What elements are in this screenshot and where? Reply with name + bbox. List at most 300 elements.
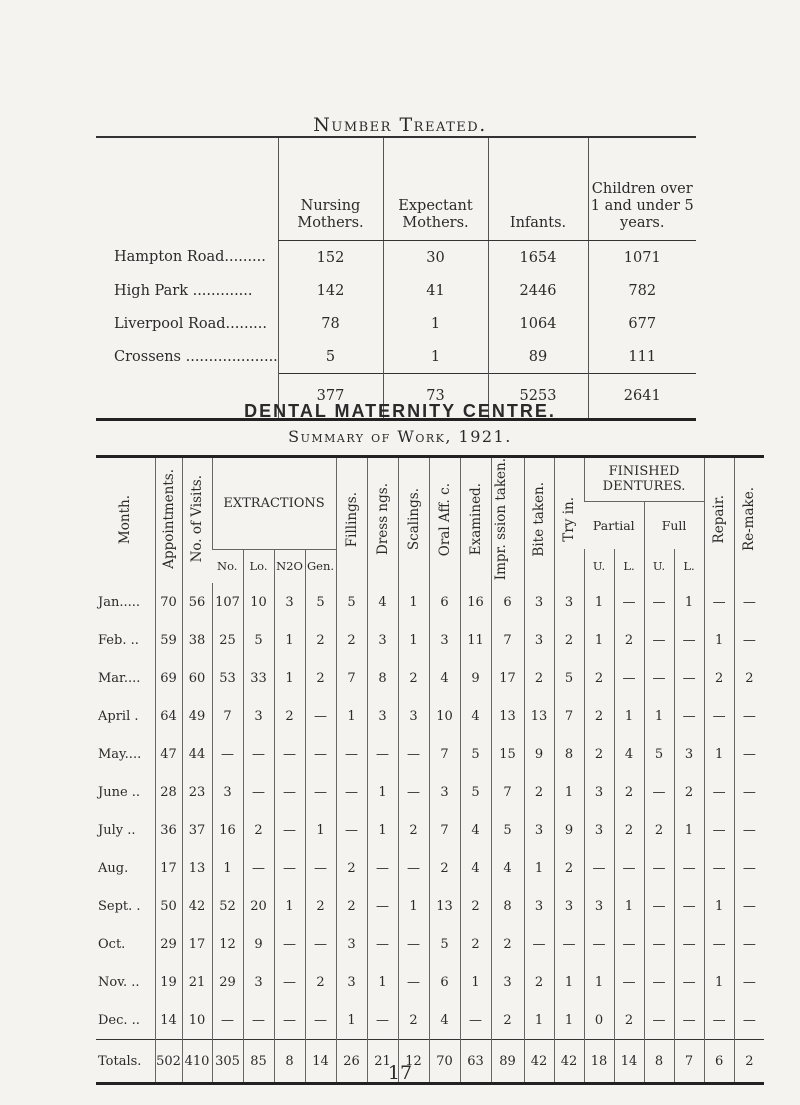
cell: 2 xyxy=(554,849,584,887)
cell: 3 xyxy=(524,887,554,925)
cell: 2 xyxy=(491,1001,524,1040)
ext-no-header: No. xyxy=(212,549,243,583)
cell: — xyxy=(460,1001,491,1040)
cell: — xyxy=(274,1001,305,1040)
cell: — xyxy=(674,697,704,735)
cell: 25 xyxy=(212,621,243,659)
cell: 38 xyxy=(182,621,212,659)
month-cell: Dec. .. xyxy=(98,1012,140,1028)
cell: 2 xyxy=(704,659,734,697)
col-header-expectant: Expectant Mothers. xyxy=(383,137,488,241)
full-lower-header: L. xyxy=(674,549,704,583)
cell: — xyxy=(398,735,429,773)
cell: — xyxy=(305,849,336,887)
cell: — xyxy=(305,735,336,773)
cell: 1 xyxy=(704,621,734,659)
total-cell: 42 xyxy=(524,1040,554,1084)
total-cell: 410 xyxy=(182,1040,212,1084)
total-cell: 14 xyxy=(614,1040,644,1084)
cell: 5 xyxy=(278,340,383,374)
table-row xyxy=(96,583,764,621)
cell: 3 xyxy=(584,811,614,849)
cell: 1 xyxy=(584,583,614,621)
total-cell: 377 xyxy=(278,374,383,420)
total-cell: 14 xyxy=(305,1040,336,1084)
cell: 15 xyxy=(491,735,524,773)
table-row xyxy=(96,274,696,307)
cell: 2 xyxy=(305,621,336,659)
cell: 1 xyxy=(398,887,429,925)
cell: — xyxy=(274,925,305,963)
cell: 6 xyxy=(429,583,460,621)
cell: 111 xyxy=(588,340,696,374)
cell: 0 xyxy=(584,1001,614,1040)
col-header-oral: Oral Aff. c. xyxy=(429,457,460,584)
cell: — xyxy=(274,811,305,849)
cell: — xyxy=(734,925,764,963)
cell: 1 xyxy=(274,887,305,925)
cell: — xyxy=(336,811,367,849)
partial-lower-header: L. xyxy=(614,549,644,583)
cell: 9 xyxy=(554,811,584,849)
cell: 2 xyxy=(614,811,644,849)
total-cell: 8 xyxy=(644,1040,674,1084)
cell: 3 xyxy=(554,887,584,925)
col-header-impression: Impr. ssion taken. xyxy=(491,457,524,584)
cell: 2 xyxy=(305,659,336,697)
cell: 10 xyxy=(243,583,274,621)
full-upper-header: U. xyxy=(644,549,674,583)
cell: 9 xyxy=(524,735,554,773)
cell: 1 xyxy=(704,735,734,773)
month-cell: Mar.... xyxy=(98,670,141,686)
table-row xyxy=(96,307,696,340)
cell: — xyxy=(734,887,764,925)
cell: 14 xyxy=(155,1001,182,1040)
table-row xyxy=(96,773,764,811)
ext-n2o-header: N2O xyxy=(274,549,305,583)
cell: 2 xyxy=(305,887,336,925)
page-number: 17 xyxy=(387,1062,413,1084)
cell: 1 xyxy=(674,811,704,849)
cell: 3 xyxy=(584,887,614,925)
cell: — xyxy=(674,849,704,887)
cell: 9 xyxy=(460,659,491,697)
cell: 3 xyxy=(491,963,524,1001)
cell: — xyxy=(243,1001,274,1040)
col-header-month: Month. xyxy=(96,457,155,584)
cell: 1 xyxy=(554,963,584,1001)
cell: — xyxy=(367,887,398,925)
cell: 3 xyxy=(367,621,398,659)
cell: — xyxy=(305,697,336,735)
cell: 1 xyxy=(305,811,336,849)
cell: 13 xyxy=(491,697,524,735)
cell: — xyxy=(243,735,274,773)
cell: — xyxy=(398,849,429,887)
table-row xyxy=(96,925,764,963)
col-header-partial: Partial xyxy=(592,517,635,533)
cell: 7 xyxy=(491,773,524,811)
cell: 2 xyxy=(584,697,614,735)
cell: — xyxy=(644,621,674,659)
cell: 7 xyxy=(336,659,367,697)
cell: 17 xyxy=(155,849,182,887)
cell: 37 xyxy=(182,811,212,849)
dental-summary-table xyxy=(96,455,764,1085)
cell: 1 xyxy=(524,1001,554,1040)
section-subtitle: Summary of Work, 1921. xyxy=(288,427,512,446)
cell: 1 xyxy=(398,621,429,659)
cell: 44 xyxy=(182,735,212,773)
col-header-tryin: Try in. xyxy=(554,457,584,584)
cell: — xyxy=(367,1001,398,1040)
cell: 2 xyxy=(336,887,367,925)
cell: 2 xyxy=(614,1001,644,1040)
cell: — xyxy=(644,925,674,963)
total-cell: 42 xyxy=(554,1040,584,1084)
total-cell: 8 xyxy=(274,1040,305,1084)
cell: 1 xyxy=(274,659,305,697)
cell: — xyxy=(305,925,336,963)
cell: 5 xyxy=(460,735,491,773)
cell: 1064 xyxy=(488,307,588,340)
cell: 2 xyxy=(398,1001,429,1040)
cell: 69 xyxy=(155,659,182,697)
month-cell: Sept. . xyxy=(98,898,141,914)
cell: 2 xyxy=(336,849,367,887)
cell: 2 xyxy=(734,659,764,697)
cell: 6 xyxy=(491,583,524,621)
cell: 2 xyxy=(614,773,644,811)
cell: 41 xyxy=(383,274,488,307)
month-cell: Oct. xyxy=(98,936,126,952)
cell: 2 xyxy=(614,621,644,659)
cell: — xyxy=(644,659,674,697)
ext-gen-header: Gen. xyxy=(305,549,336,583)
cell: — xyxy=(584,925,614,963)
cell: 4 xyxy=(429,659,460,697)
cell: — xyxy=(212,1001,243,1040)
cell: 2 xyxy=(429,849,460,887)
cell: — xyxy=(644,583,674,621)
cell: 1 xyxy=(383,307,488,340)
cell: 3 xyxy=(524,583,554,621)
table-row xyxy=(96,1001,764,1040)
cell: 2 xyxy=(460,887,491,925)
cell: 1 xyxy=(367,773,398,811)
cell: 2 xyxy=(644,811,674,849)
row-label: Liverpool Road......... xyxy=(114,315,268,332)
cell: — xyxy=(704,811,734,849)
table1-corner xyxy=(96,137,278,241)
row-label: Crossens .................... xyxy=(114,348,278,365)
cell: 3 xyxy=(524,621,554,659)
cell: 10 xyxy=(182,1001,212,1040)
cell: 1 xyxy=(674,583,704,621)
cell: 1 xyxy=(383,340,488,374)
cell: — xyxy=(734,773,764,811)
cell: 33 xyxy=(243,659,274,697)
cell: 49 xyxy=(182,697,212,735)
cell: 1 xyxy=(524,849,554,887)
table-row xyxy=(96,697,764,735)
month-cell: Nov. .. xyxy=(98,974,140,990)
col-header-bite: Bite taken. xyxy=(524,457,554,584)
cell: 107 xyxy=(212,583,243,621)
cell: — xyxy=(584,849,614,887)
cell: — xyxy=(734,621,764,659)
cell: — xyxy=(614,583,644,621)
cell: — xyxy=(644,773,674,811)
cell: 2 xyxy=(305,963,336,1001)
cell: — xyxy=(734,849,764,887)
cell: 2446 xyxy=(488,274,588,307)
total-cell: 7 xyxy=(674,1040,704,1084)
cell: — xyxy=(243,849,274,887)
cell: 36 xyxy=(155,811,182,849)
cell: 29 xyxy=(155,925,182,963)
row-label: Hampton Road......... xyxy=(114,249,266,266)
cell: 2 xyxy=(554,621,584,659)
cell: 1 xyxy=(554,773,584,811)
cell: — xyxy=(734,697,764,735)
cell: 2 xyxy=(674,773,704,811)
col-header-scalings: Scalings. xyxy=(398,457,429,584)
cell: — xyxy=(367,925,398,963)
col-header-fillings: Fillings. xyxy=(336,457,367,584)
cell: 3 xyxy=(554,583,584,621)
cell: 2 xyxy=(336,621,367,659)
cell: 2 xyxy=(524,773,554,811)
header-row-1 xyxy=(96,457,764,502)
cell: 7 xyxy=(212,697,243,735)
cell: 10 xyxy=(429,697,460,735)
cell: 3 xyxy=(212,773,243,811)
col-header-infants: Infants. xyxy=(488,137,588,241)
cell: 70 xyxy=(155,583,182,621)
cell: — xyxy=(243,773,274,811)
total-cell: 18 xyxy=(584,1040,614,1084)
total-cell: 12 xyxy=(398,1040,429,1084)
cell: 1 xyxy=(644,697,674,735)
cell: — xyxy=(734,583,764,621)
table-row xyxy=(96,963,764,1001)
cell: 3 xyxy=(398,697,429,735)
total-cell: 21 xyxy=(367,1040,398,1084)
col-header-dressings: Dress ngs. xyxy=(367,457,398,584)
month-cell: April . xyxy=(98,708,139,724)
col-header-extractions: EXTRACTIONS xyxy=(212,457,336,550)
table-row xyxy=(96,659,764,697)
cell: 2 xyxy=(398,811,429,849)
cell: 677 xyxy=(588,307,696,340)
cell: 1 xyxy=(336,697,367,735)
cell: — xyxy=(274,735,305,773)
cell: 1 xyxy=(367,963,398,1001)
cell: — xyxy=(614,925,644,963)
cell: 3 xyxy=(429,773,460,811)
cell: — xyxy=(305,773,336,811)
total-cell: 6 xyxy=(704,1040,734,1084)
cell: 47 xyxy=(155,735,182,773)
cell: 4 xyxy=(460,811,491,849)
cell: 3 xyxy=(336,925,367,963)
cell: 7 xyxy=(429,811,460,849)
page-title: Number Treated. xyxy=(313,114,487,136)
cell: — xyxy=(674,659,704,697)
cell: — xyxy=(367,849,398,887)
cell: 1 xyxy=(398,583,429,621)
month-cell: Jan..... xyxy=(98,594,140,610)
cell: 12 xyxy=(212,925,243,963)
col-header-full: Full xyxy=(644,501,704,549)
cell: — xyxy=(734,1001,764,1040)
cell: 8 xyxy=(554,735,584,773)
cell: 2 xyxy=(524,963,554,1001)
cell: 3 xyxy=(674,735,704,773)
ext-lo-header: Lo. xyxy=(243,549,274,583)
cell: 2 xyxy=(584,659,614,697)
cell: 152 xyxy=(278,241,383,275)
total-cell: 2 xyxy=(734,1040,764,1084)
cell: 4 xyxy=(429,1001,460,1040)
table-row xyxy=(96,621,764,659)
cell: 13 xyxy=(182,849,212,887)
cell: 6 xyxy=(429,963,460,1001)
month-cell: Feb. .. xyxy=(98,632,139,648)
cell: 1 xyxy=(212,849,243,887)
cell: — xyxy=(704,583,734,621)
cell: — xyxy=(644,849,674,887)
cell: — xyxy=(336,773,367,811)
cell: 16 xyxy=(460,583,491,621)
cell: 3 xyxy=(274,583,305,621)
table-row xyxy=(96,849,764,887)
cell: 1 xyxy=(704,887,734,925)
cell: 5 xyxy=(336,583,367,621)
total-cell: 5253 xyxy=(488,374,588,420)
cell: — xyxy=(274,849,305,887)
dental-summary-body xyxy=(96,583,764,1084)
cell: 5 xyxy=(243,621,274,659)
cell: 16 xyxy=(212,811,243,849)
cell: 1 xyxy=(614,697,644,735)
cell: 3 xyxy=(524,811,554,849)
cell: 5 xyxy=(305,583,336,621)
cell: 5 xyxy=(491,811,524,849)
col-header-repair: Repair. xyxy=(704,457,734,584)
cell: 2 xyxy=(491,925,524,963)
cell: 2 xyxy=(460,925,491,963)
cell: — xyxy=(644,963,674,1001)
total-cell: 305 xyxy=(212,1040,243,1084)
total-cell: 2641 xyxy=(588,374,696,420)
cell: 2 xyxy=(398,659,429,697)
cell: — xyxy=(274,963,305,1001)
cell: 3 xyxy=(243,963,274,1001)
cell: 782 xyxy=(588,274,696,307)
cell: 1654 xyxy=(488,241,588,275)
cell: 4 xyxy=(614,735,644,773)
cell: 28 xyxy=(155,773,182,811)
cell: — xyxy=(336,735,367,773)
cell: 11 xyxy=(460,621,491,659)
col-header-children: Children over 1 and under 5 years. xyxy=(588,137,696,241)
cell: 1 xyxy=(460,963,491,1001)
cell: 64 xyxy=(155,697,182,735)
cell: — xyxy=(554,925,584,963)
cell: — xyxy=(367,735,398,773)
cell: 1 xyxy=(584,963,614,1001)
cell: 4 xyxy=(460,697,491,735)
totals-label: Totals. xyxy=(96,1040,155,1084)
total-cell: 70 xyxy=(429,1040,460,1084)
cell: — xyxy=(674,963,704,1001)
total-cell: 73 xyxy=(383,374,488,420)
cell: 30 xyxy=(383,241,488,275)
cell: — xyxy=(398,963,429,1001)
cell: — xyxy=(212,735,243,773)
table1-header-row xyxy=(96,137,696,241)
cell: 53 xyxy=(212,659,243,697)
cell: — xyxy=(704,849,734,887)
cell: — xyxy=(305,1001,336,1040)
cell: 1 xyxy=(704,963,734,1001)
col-header-visits: No. of Visits. xyxy=(182,457,212,584)
cell: 2 xyxy=(584,735,614,773)
table-row xyxy=(96,340,696,374)
col-header-finished: FINISHED DENTURES. xyxy=(584,457,704,502)
cell: 3 xyxy=(336,963,367,1001)
cell: 4 xyxy=(460,849,491,887)
cell: 59 xyxy=(155,621,182,659)
cell: 4 xyxy=(367,583,398,621)
col-header-remake: Re-make. xyxy=(734,457,764,584)
cell: 60 xyxy=(182,659,212,697)
cell: 3 xyxy=(367,697,398,735)
cell: 23 xyxy=(182,773,212,811)
cell: 78 xyxy=(278,307,383,340)
row-label: High Park ............. xyxy=(114,282,253,299)
table-row xyxy=(96,241,696,275)
cell: 13 xyxy=(524,697,554,735)
cell: 1071 xyxy=(588,241,696,275)
cell: — xyxy=(734,811,764,849)
number-treated-table xyxy=(96,136,696,421)
cell: 50 xyxy=(155,887,182,925)
cell: 20 xyxy=(243,887,274,925)
cell: 1 xyxy=(554,1001,584,1040)
cell: 9 xyxy=(243,925,274,963)
cell: — xyxy=(614,963,644,1001)
cell: — xyxy=(524,925,554,963)
month-cell: July .. xyxy=(98,822,136,838)
cell: 21 xyxy=(182,963,212,1001)
cell: 17 xyxy=(491,659,524,697)
table-row xyxy=(96,735,764,773)
total-cell: 26 xyxy=(336,1040,367,1084)
cell: 142 xyxy=(278,274,383,307)
table-row xyxy=(96,811,764,849)
partial-upper-header: U. xyxy=(584,549,614,583)
col-header-nursing: Nursing Mothers. xyxy=(278,137,383,241)
cell: 7 xyxy=(554,697,584,735)
cell: — xyxy=(674,621,704,659)
cell: 8 xyxy=(367,659,398,697)
cell: — xyxy=(704,697,734,735)
cell: — xyxy=(644,887,674,925)
